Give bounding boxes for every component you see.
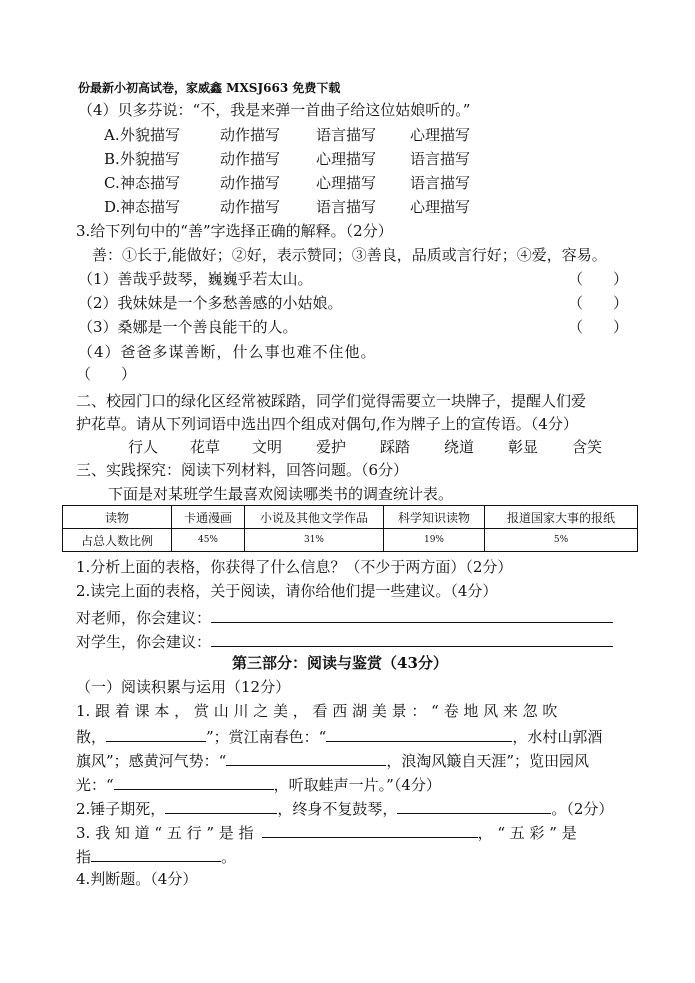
q3-line-b [76,845,236,867]
table-cell: 小说及其他文学作品 [245,506,384,529]
word-item: 行人 [128,438,159,456]
q3-text: 。 [221,848,237,866]
option-c[interactable] [104,173,471,193]
part3-q1: 1.分析上面的表格，你获得了什么信息？（不少于两方面）（2分） [76,558,513,576]
option-item: 外貌描写 [120,150,181,168]
word-item: 爱护 [316,438,347,456]
table-row [63,529,638,552]
part2-line1: 二、校园门口的绿化区经常被踩踏，同学们觉得需要立一块牌子，提醒人们爱 [76,392,587,410]
answer-paren[interactable]: （ ） [568,270,629,288]
part3-title: 三、实践探究：阅读下列材料，回答问题。（6分） [76,461,409,479]
table-cell: 读物 [63,506,172,529]
shan-item-4: （4）爸爸多谋善断，什么事也难不住他。 [78,343,377,361]
answer-paren[interactable]: （ ） [568,294,629,312]
answer-blank[interactable] [211,630,613,647]
option-item: 语言描写 [410,174,471,192]
option-item: 动作描写 [220,150,281,168]
q1-line-d [76,773,441,795]
q1-line-c [76,749,589,771]
word-item: 踩踏 [380,438,411,456]
q1-text: 旗风”；感黄河气势：“ [76,752,227,770]
q1-text: 散， [76,728,107,746]
part2-line2: 护花草。请从下列词语中选出四个组成对偶句,作为牌子上的宣传语。（4分） [76,415,578,433]
q2-line [76,797,613,819]
question-beethoven: （4）贝多芬说：“不，我是来弹一首曲子给这位姑娘听的。” [78,101,471,119]
page-header: 份最新小初高试卷，家威鑫 MXSJ663 免费下载 [78,81,341,95]
q1-text: 光：“ [76,776,114,794]
shan-item-1: （1）善哉乎鼓琴，巍巍乎若太山。 [78,270,313,288]
option-item: 动作描写 [220,198,281,216]
survey-table [62,505,638,552]
option-item: 心理描写 [316,150,377,168]
student-suggestion-row [76,630,613,652]
table-cell: 占总人数比例 [63,529,172,552]
answer-blank[interactable] [114,773,274,790]
teacher-label: 对老师，你会建议： [76,609,212,627]
answer-blank[interactable] [165,797,277,814]
q3-text: 指 [76,848,92,866]
shan-item-3: （3）桑娜是一个善良能干的人。 [78,318,298,336]
option-letter: C. [104,174,120,192]
option-letter: D. [104,198,121,216]
table-cell: 报道国家大事的报纸 [485,506,638,529]
q2-text: ，终身不复鼓琴， [277,800,398,818]
option-item: 语言描写 [316,126,377,144]
q3-text: 3. 我 知 道 “ 五 行 ” 是 指 [76,824,254,842]
shan-item-2: （2）我妹妹是一个多愁善感的小姑娘。 [78,294,343,312]
q1-text: ，浪淘风簸自天涯”；览田园风 [386,752,590,770]
word-item: 花草 [190,438,221,456]
answer-blank[interactable] [262,821,478,838]
answer-blank[interactable] [91,845,221,862]
option-item: 神态描写 [120,198,181,216]
q2-text: 2.锤子期死， [76,800,166,818]
table-header-row [63,506,638,529]
option-item: 动作描写 [220,174,281,192]
word-item: 彰显 [508,438,539,456]
answer-blank[interactable] [326,725,512,742]
shan-meanings: 善：①长于,能做好；②好，表示赞同；③善良，品质或言行好；④爱，容易。 [92,246,607,264]
option-item: 神态描写 [120,174,181,192]
answer-paren[interactable]: （ ） [76,365,137,383]
option-item: 心理描写 [410,198,471,216]
table-cell: 卡通漫画 [172,506,245,529]
q1-line-b [76,725,602,747]
table-cell: 19% [384,529,485,552]
option-b[interactable] [104,149,471,169]
part3-q2: 2.读完上面的表格，关于阅读，请你给他们提一些建议。（4分） [76,582,498,600]
answer-blank[interactable] [397,797,551,814]
question-shan-title: 3.给下列句中的“善”字选择正确的解释。（2分） [76,222,393,240]
answer-blank[interactable] [211,606,613,623]
q1-text: ，水村山郭酒 [512,728,603,746]
table-cell: 5% [485,529,638,552]
q2-text: 。（2分） [551,800,614,818]
q3-text: ， “ 五 彩 ” 是 [477,824,577,842]
table-cell: 45% [172,529,245,552]
q1-text: ，听取蛙声一片。”（4分） [273,776,441,794]
option-item: 语言描写 [410,150,471,168]
student-label: 对学生，你会建议： [76,633,212,651]
q3-line-a [76,821,577,843]
answer-blank[interactable] [106,725,206,742]
option-item: 动作描写 [220,126,281,144]
option-item: 语言描写 [316,198,377,216]
answer-blank[interactable] [226,749,386,766]
q1-line-a: 1. 跟 着 课 本 ， 赏 山 川 之 美 ， 看 西 湖 美 景 ： “ 卷 地 风 来 忽 吹 [76,702,558,720]
word-item: 文明 [252,438,283,456]
teacher-suggestion-row [76,606,613,628]
word-item: 含笑 [572,438,603,456]
part3-intro: 下面是对某班学生最喜欢阅读哪类书的调查统计表。 [108,485,454,503]
table-cell: 科学知识读物 [384,506,485,529]
section3-subtitle: （一）阅读积累与运用（12分） [76,678,291,696]
option-item: 外貌描写 [120,126,181,144]
answer-paren[interactable]: （ ） [568,318,629,336]
section3-title: 第三部分：阅读与鉴赏（43分） [232,654,448,672]
q1-text: ”；赏江南春色：“ [206,728,327,746]
word-item: 绕道 [444,438,475,456]
option-item: 心理描写 [316,174,377,192]
q4-judgement: 4.判断题。（4分） [76,870,198,888]
option-item: 心理描写 [410,126,471,144]
table-cell: 31% [245,529,384,552]
option-letter: B. [104,150,120,168]
option-letter: A. [104,126,120,144]
option-d[interactable] [104,197,471,217]
option-a[interactable] [104,125,471,145]
